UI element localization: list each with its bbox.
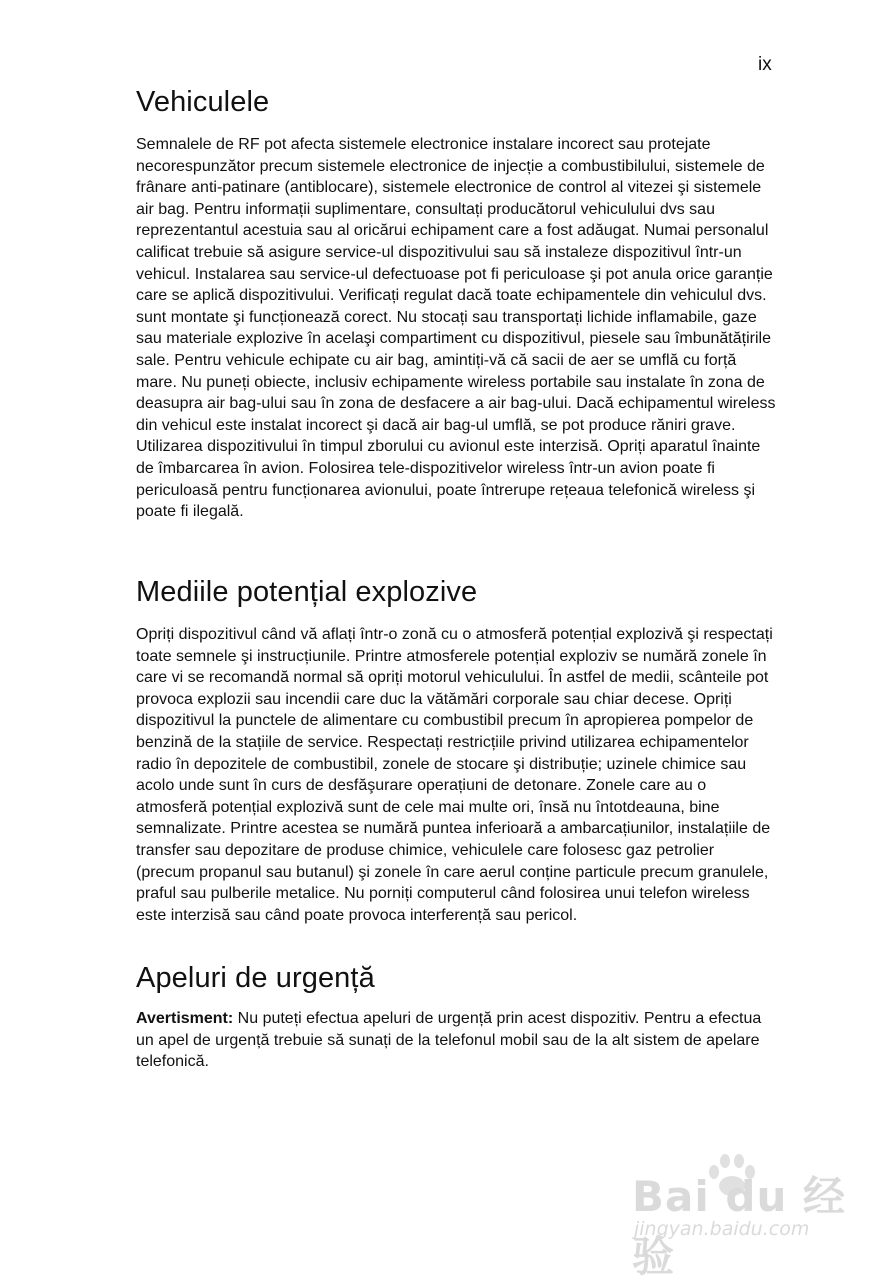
- section-body-emergency-calls: [136, 1008, 776, 1073]
- section-title-vehicles: Vehiculele: [136, 86, 270, 118]
- watermark-logo-text: Bai du 经验: [632, 1172, 846, 1281]
- section-body-explosive-environments: Opriți dispozitivul când vă aflați într-o zonă cu o atmosferă potențial explozivă şi respectați toate semnele şi instrucțiunile. Printre atmosferele potențial exploziv se numără zonele în care vi se recomandă normal să opriți motorul vehiculului. În astfel de medii, scânteile pot provoca explozii sau incendii care duc la vătămări corporale sau chiar decese. Opriți dispozitivul la punctele de alimentare cu combustibil precum în apropierea pompelor de benzină de la stațiile de service. Respectați restricțiile privind utilizarea echipamentelor radio în depozitele de combustibil, zonele de stocare şi distribuție; uzinele chimice sau acolo unde sunt în curs de desfăşurare operațiuni de detonare. Zonele care au o atmosferă potențial explozivă sunt de cele mai multe ori, însă nu întotdeauna, bine semnalizate. Printre acestea se numără puntea inferioară a ambarcațiunilor, instalațiile de transfer sau depozitare de produse chimice, vehiculele care folosesc gaz petrolier (precum propanul sau butanul) şi zonele în care aerul conține particule precum granulele, praful sau pulberile metalice. Nu porniți computerul când folosirea unui telefon wireless este interzisă sau când poate provoca interferență sau pericol.: [136, 626, 773, 924]
- page-number: ix: [758, 54, 772, 75]
- section-title-emergency-calls: Apeluri de urgență: [136, 962, 375, 994]
- baidu-jingyan-watermark: [632, 1150, 852, 1281]
- section-body-vehicles: Semnalele de RF pot afecta sistemele electronice instalare incorect sau protejate necorespunzător precum sistemele electronice de injecție a combustibilului, sistemele de frânare anti-patinare (antiblocare), sistemele electronice de control al vitezei şi sistemele air bag. Pentru informații suplimentare, consultați producătorul vehiculului dvs sau reprezentantul acestuia sau al oricărui echipament care a fost adăugat. Numai personalul calificat trebuie să asigure service-ul dispozitivului sau să instaleze dispozitivul într-un vehicul. Instalarea sau service-ul defectuoase pot fi periculoase şi pot anula orice garanție care se aplică dispozitivului. Verificați regulat dacă toate echipamentele din vehiculul dvs. sunt montate şi funcționează corect. Nu stocați sau transportați lichide inflamabile, gaze sau materiale explozive în acelaşi compartiment cu dispozitivul, piesele sau îmbunătățirile sale. Pentru vehicule echipate cu air bag, amintiți-vă că sacii de aer se umflă cu forță mare. Nu puneți obiecte, inclusiv echipamente wireless portabile sau instalate în zona de deasupra air bag-ului sau în zona de desfacere a air bag-ului. Dacă echipamentul wireless din vehicul este instalat incorect şi dacă air bag-ul umflă, se pot produce răniri grave. Utilizarea dispozitivului în timpul zborului cu avionul este interzisă. Opriți aparatul înainte de îmbarcarea în avion. Folosirea tele-dispozitivelor wireless într-un avion poate fi periculoasă pentru funcționarea avionului, poate întrerupe rețeaua telefonică wireless şi poate fi ilegală.: [136, 136, 776, 521]
- warning-label: Avertisment:: [136, 1010, 234, 1027]
- warning-text: Nu puteți efectua apeluri de urgență prin acest dispozitiv. Pentru a efectua un apel de urgență trebuie să sunați de la telefonul mobil sau de la alt sistem de apelare telefonică.: [136, 1010, 762, 1071]
- watermark-url: jingyan.baidu.com: [634, 1218, 810, 1240]
- section-title-explosive-environments: Mediile potențial explozive: [136, 576, 478, 608]
